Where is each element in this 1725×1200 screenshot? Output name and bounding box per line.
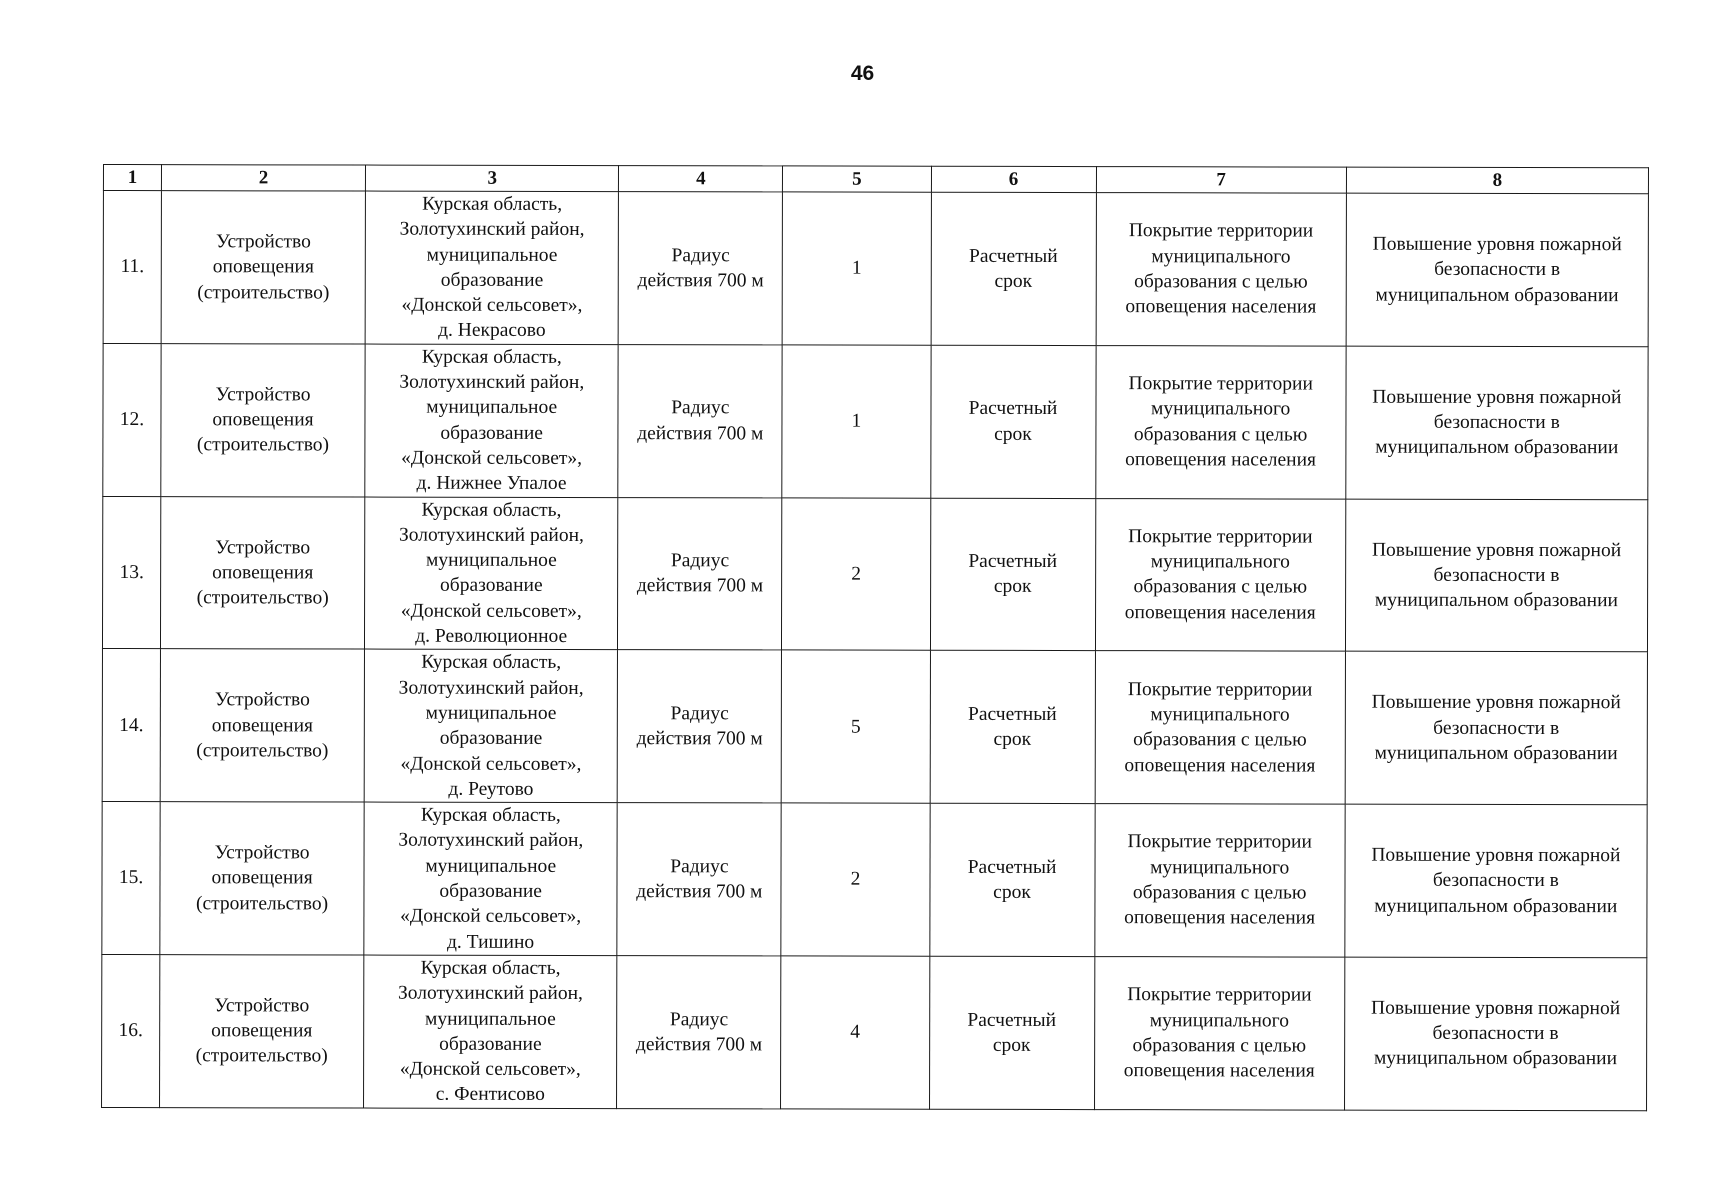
count-cell: 4 <box>781 956 929 1109</box>
capacity-cell <box>617 803 781 956</box>
column-header: 4 <box>619 166 783 192</box>
cell-line: срок <box>993 881 1031 903</box>
cell-line: Повышение уровня пожарной <box>1371 997 1621 1020</box>
cell-line: муниципального <box>1149 1009 1289 1031</box>
cell-line: образование <box>440 422 543 444</box>
cell-line: Устройство <box>214 842 310 864</box>
cell-line: Курская область, <box>421 652 562 674</box>
table-row <box>103 191 1648 347</box>
cell-line: Расчетный <box>968 550 1058 573</box>
cell-line: Курская область, <box>420 957 561 979</box>
cell-line: образования с целью <box>1133 576 1308 598</box>
cell-line: образование <box>439 1033 542 1055</box>
cell-line: муниципальном образовании <box>1375 436 1619 459</box>
column-header: 7 <box>1096 167 1346 194</box>
cell-line: срок <box>993 729 1032 751</box>
cell-line: образования с целью <box>1133 423 1308 446</box>
row-number-cell: 11. <box>103 191 161 344</box>
location-cell <box>364 802 617 955</box>
purpose-cell <box>1094 956 1344 1109</box>
cell-line: Покрытие территории <box>1127 984 1312 1006</box>
row-number-cell: 16. <box>102 954 160 1107</box>
cell-line: оповещения населения <box>1124 907 1316 929</box>
cell-line: Радиус <box>670 550 730 572</box>
cell-line: Повышение уровня пожарной <box>1372 386 1622 408</box>
cell-line: Радиус <box>670 855 729 878</box>
effect-cell <box>1344 957 1647 1110</box>
cell-line: оповещения населения <box>1124 754 1316 777</box>
cell-line: Радиус <box>670 703 729 725</box>
table-row <box>102 954 1647 1110</box>
cell-line: муниципального <box>1150 551 1290 573</box>
capacity-cell <box>618 497 782 650</box>
cell-line: безопасности в <box>1433 717 1560 739</box>
cell-line: действия 700 м <box>636 881 763 903</box>
term-cell <box>930 345 1095 498</box>
cell-line: действия 700 м <box>636 728 763 750</box>
table-header-row <box>103 165 1648 194</box>
cell-line: муниципальное <box>425 1008 556 1030</box>
table-row <box>102 649 1647 805</box>
cell-line: срок <box>992 1034 1031 1056</box>
cell-line: муниципальное <box>426 244 558 266</box>
effect-cell <box>1345 804 1648 957</box>
cell-line: Курская область, <box>421 346 562 368</box>
cell-line: муниципального <box>1151 245 1291 268</box>
data-table <box>101 164 1649 1111</box>
count-cell: 1 <box>783 192 931 345</box>
row-number-cell: 14. <box>102 649 160 802</box>
capacity-cell <box>618 192 782 345</box>
location-cell <box>364 649 617 802</box>
cell-line: оповещения <box>211 714 314 737</box>
term-cell <box>930 651 1095 804</box>
table-row <box>102 802 1647 958</box>
cell-line: безопасности в <box>1432 870 1559 892</box>
cell-line: муниципальном образовании <box>1373 1048 1618 1070</box>
cell-line: Устройство <box>215 689 310 711</box>
cell-line: срок <box>993 576 1032 598</box>
cell-line: Расчетный <box>968 398 1058 420</box>
cell-line: образование <box>439 727 543 750</box>
purpose-cell <box>1095 651 1345 804</box>
cell-line: оповещения населения <box>1124 601 1316 624</box>
cell-line: оповещения <box>211 867 313 889</box>
location-cell <box>365 497 618 650</box>
purpose-cell <box>1094 804 1344 957</box>
cell-line: Устройство <box>215 231 311 253</box>
cell-line: д. Некрасово <box>438 320 546 342</box>
cell-line: «Донской сельсовет», <box>401 447 583 469</box>
cell-line: оповещения населения <box>1125 296 1317 318</box>
term-cell <box>929 956 1094 1109</box>
count-cell: 1 <box>782 345 930 498</box>
cell-line: Повышение уровня пожарной <box>1371 539 1622 561</box>
cell-line: Золотухинский район, <box>398 524 584 546</box>
cell-line: Покрытие территории <box>1128 373 1313 395</box>
column-header: 2 <box>161 165 365 191</box>
cell-line: действия 700 м <box>637 270 764 292</box>
cell-line: срок <box>994 423 1032 445</box>
cell-line: Расчетный <box>968 245 1058 267</box>
cell-line: (строительство) <box>197 281 330 304</box>
cell-line: Покрытие территории <box>1127 678 1313 701</box>
cell-line: Повышение уровня пожарной <box>1371 844 1621 867</box>
cell-line: д. Тишино <box>446 931 535 953</box>
cell-line: образования с целью <box>1132 1034 1307 1057</box>
page-number: 46 <box>850 62 875 85</box>
location-cell <box>365 191 618 344</box>
capacity-cell <box>617 650 781 803</box>
count-cell: 5 <box>782 650 930 803</box>
object-type-cell <box>160 955 364 1108</box>
cell-line: действия 700 м <box>637 422 764 445</box>
cell-line: срок <box>994 270 1033 292</box>
cell-line: «Донской сельсовет», <box>399 1058 581 1081</box>
cell-line: образования с целью <box>1132 882 1307 904</box>
cell-line: (строительство) <box>196 587 329 609</box>
purpose-cell <box>1096 193 1346 346</box>
cell-line: муниципального <box>1150 856 1290 879</box>
cell-line: Радиус <box>669 1008 729 1030</box>
column-header: 3 <box>366 165 619 192</box>
cell-line: действия 700 м <box>636 575 764 597</box>
cell-line: действия 700 м <box>635 1033 763 1056</box>
cell-line: оповещения <box>212 409 314 431</box>
row-number-cell: 15. <box>102 802 160 955</box>
cell-line: муниципальном образовании <box>1375 284 1619 306</box>
effect-cell <box>1345 651 1648 804</box>
cell-line: «Донской сельсовет», <box>400 753 582 775</box>
cell-line: «Донской сельсовет», <box>400 905 582 928</box>
object-type-cell <box>161 343 365 496</box>
term-cell <box>930 498 1095 651</box>
cell-line: Покрытие территории <box>1127 831 1312 853</box>
table-row <box>102 496 1647 652</box>
capacity-cell <box>617 955 781 1108</box>
cell-line: Радиус <box>671 244 730 266</box>
location-cell <box>365 344 618 497</box>
column-header: 8 <box>1346 167 1648 194</box>
column-header: 5 <box>783 166 931 192</box>
effect-cell <box>1346 193 1649 346</box>
cell-line: Расчетный <box>967 703 1057 725</box>
cell-line: безопасности в <box>1433 411 1560 434</box>
capacity-cell <box>618 344 782 497</box>
cell-line: Золотухинский район, <box>398 830 584 852</box>
row-number-cell: 13. <box>102 496 160 649</box>
cell-line: оповещения <box>212 256 314 278</box>
count-cell: 2 <box>782 497 930 650</box>
cell-line: оповещения <box>211 1020 313 1042</box>
cell-line: образование <box>440 269 544 291</box>
cell-line: оповещения <box>212 562 314 584</box>
cell-line: муниципального <box>1151 398 1291 420</box>
cell-line: Радиус <box>671 397 730 419</box>
cell-line: Расчетный <box>967 1009 1057 1031</box>
cell-line: безопасности в <box>1432 1022 1559 1045</box>
cell-line: муниципальное <box>425 549 557 572</box>
object-type-cell <box>160 802 364 955</box>
effect-cell <box>1346 346 1649 499</box>
cell-line: муниципальное <box>425 702 557 724</box>
cell-line: муниципальном образовании <box>1374 589 1619 612</box>
cell-line: Золотухинский район, <box>398 677 584 699</box>
cell-line: д. Революционное <box>415 625 568 648</box>
cell-line: Устройство <box>215 383 311 406</box>
cell-line: д. Реутово <box>448 778 534 800</box>
cell-line: муниципальное <box>426 397 558 419</box>
cell-line: Курская область, <box>421 499 562 521</box>
count-cell: 2 <box>781 803 929 956</box>
cell-line: Устройство <box>215 536 311 558</box>
cell-line: Расчетный <box>967 856 1057 878</box>
cell-line: Золотухинский район, <box>399 218 585 241</box>
cell-line: Золотухинский район, <box>399 371 585 394</box>
cell-line: оповещения населения <box>1125 449 1317 471</box>
cell-line: образования с целью <box>1133 729 1307 751</box>
cell-line: безопасности в <box>1433 564 1560 586</box>
cell-line: образования с целью <box>1134 271 1308 293</box>
cell-line: «Донской сельсовет», <box>400 600 582 622</box>
object-type-cell <box>161 191 365 344</box>
row-number-cell: 12. <box>103 343 161 496</box>
cell-line: Курская область, <box>420 804 561 827</box>
cell-line: д. Нижнее Упалое <box>416 472 567 495</box>
purpose-cell <box>1095 498 1345 651</box>
cell-line: (строительство) <box>196 740 329 762</box>
purpose-cell <box>1095 345 1345 498</box>
cell-line: Повышение уровня пожарной <box>1371 691 1621 714</box>
location-cell <box>364 955 617 1108</box>
cell-line: (строительство) <box>195 1045 328 1067</box>
term-cell <box>931 192 1096 345</box>
cell-line: муниципального <box>1150 704 1290 726</box>
cell-line: Повышение уровня пожарной <box>1372 233 1622 256</box>
table-row <box>103 343 1648 499</box>
cell-line: Курская область, <box>422 193 563 215</box>
cell-line: образование <box>439 880 542 902</box>
cell-line: с. Фентисово <box>435 1084 545 1106</box>
cell-line: Золотухинский район, <box>398 982 583 1005</box>
cell-line: (строительство) <box>196 434 330 456</box>
cell-line: безопасности в <box>1434 259 1561 281</box>
effect-cell <box>1345 499 1648 652</box>
cell-line: (строительство) <box>195 892 329 915</box>
column-header: 1 <box>103 165 161 191</box>
object-type-cell <box>160 649 364 802</box>
term-cell <box>929 803 1094 956</box>
cell-line: муниципальном образовании <box>1374 895 1618 917</box>
cell-line: «Донской сельсовет», <box>401 294 583 317</box>
cell-line: муниципальном образовании <box>1374 742 1618 765</box>
column-header: 6 <box>931 166 1096 192</box>
object-type-cell <box>161 496 365 649</box>
cell-line: муниципальное <box>425 855 557 877</box>
cell-line: Покрытие территории <box>1128 526 1313 548</box>
cell-line: Устройство <box>214 995 310 1017</box>
cell-line: Покрытие территории <box>1128 220 1314 242</box>
cell-line: образование <box>440 575 543 597</box>
cell-line: оповещения населения <box>1123 1060 1315 1082</box>
